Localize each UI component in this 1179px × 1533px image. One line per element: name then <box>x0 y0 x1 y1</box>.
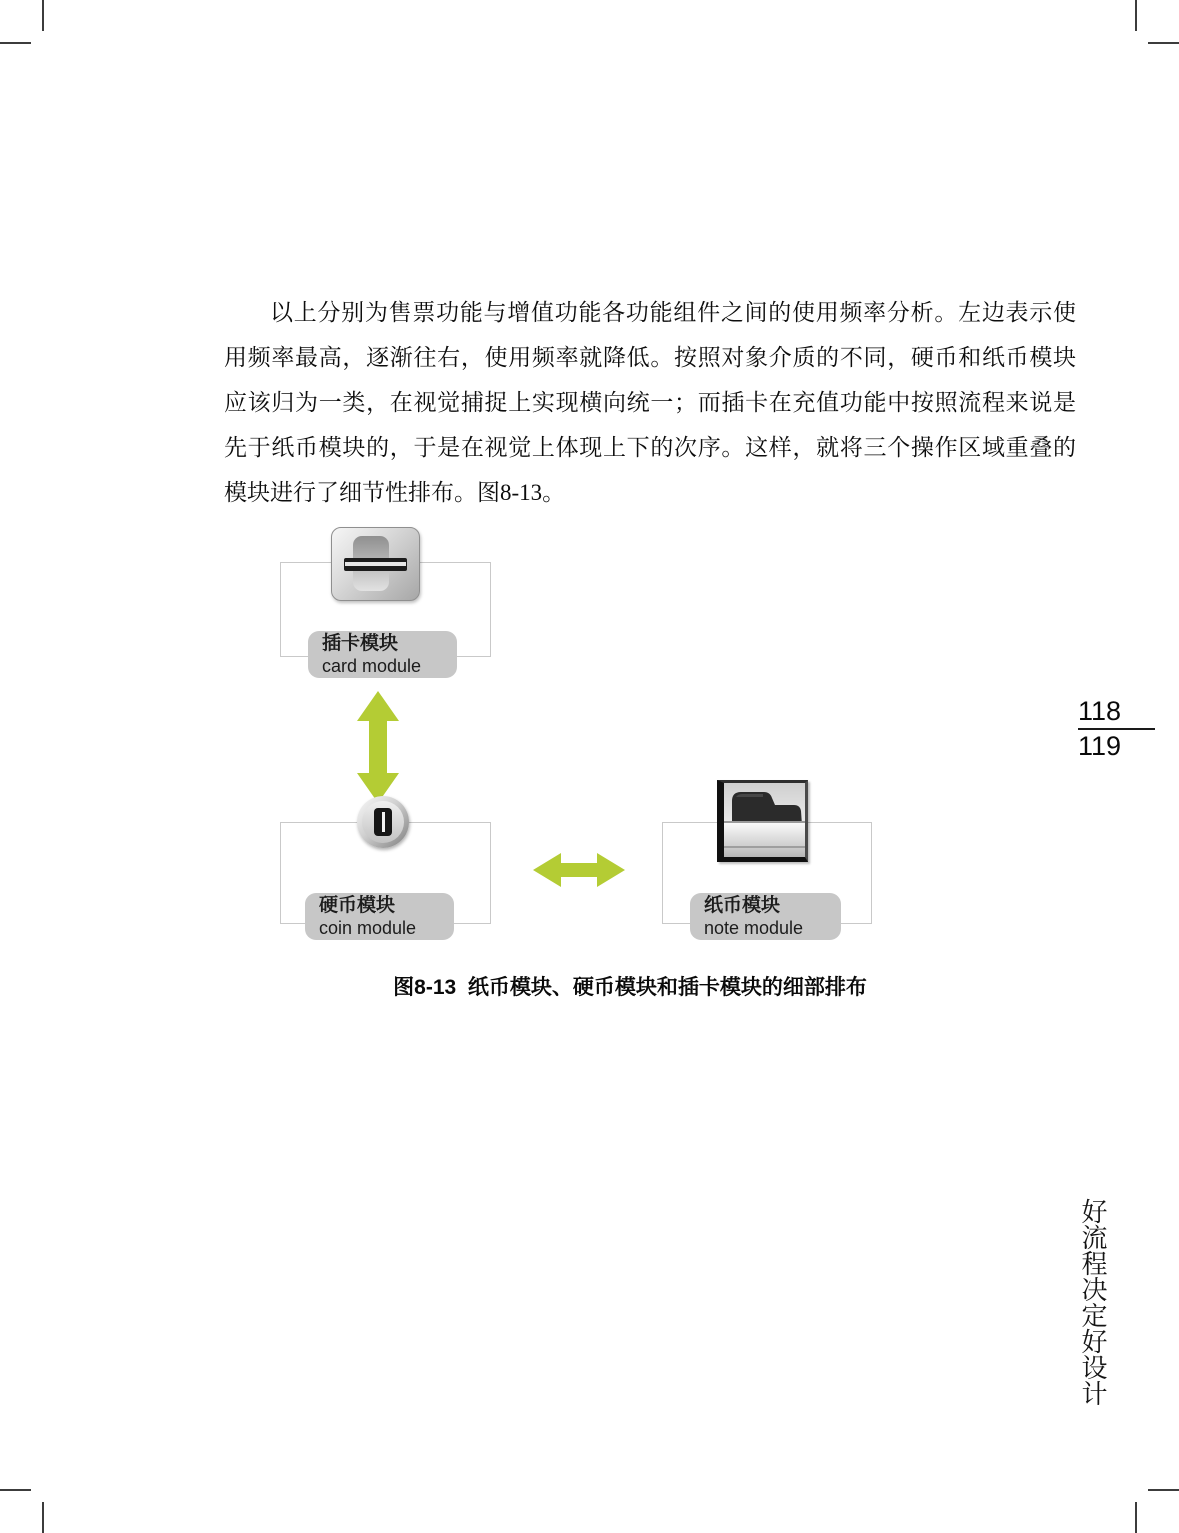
card-slot-icon <box>331 527 420 601</box>
book-title-vertical: 好流程决定好设计 <box>1078 1198 1107 1406</box>
crop-mark-top-left-vertical <box>42 0 44 31</box>
crop-mark-bottom-left-vertical <box>42 1502 44 1533</box>
page-number-bottom: 119 <box>1078 731 1122 761</box>
coin-slot <box>374 808 392 836</box>
page-number-divider <box>1078 728 1155 730</box>
vertical-double-arrow <box>354 691 402 803</box>
coin-module-label <box>305 893 454 940</box>
paragraph-line: 以上分别为售票功能与增值功能各功能组件之间的使用频率分析。左边表示使 <box>270 300 1076 325</box>
figure-caption: 图8-13 纸币模块、硬币模块和插卡模块的细部排布 <box>393 976 867 999</box>
paragraph-line: 模块进行了细节性排布。图8-13。 <box>224 480 566 505</box>
page-number-top: 118 <box>1078 696 1122 726</box>
horizontal-double-arrow <box>533 851 625 889</box>
page-number-block <box>1078 696 1155 762</box>
card-slot <box>344 558 407 571</box>
body-paragraph <box>224 290 1076 515</box>
paragraph-line: 用频率最高，逐渐往右，使用频率就降低。按照对象介质的不同，硬币和纸币模块 <box>224 345 1076 370</box>
note-feeder-icon <box>717 780 808 862</box>
crop-mark-top-left-horizontal <box>0 42 31 44</box>
card-module-label-zh: 插卡模块 <box>322 633 399 654</box>
paragraph-line: 应该归为一类，在视觉捕捉上实现横向统一；而插卡在充值功能中按照流程来说是 <box>224 390 1076 415</box>
note-module-label-zh: 纸币模块 <box>704 895 781 916</box>
card-slot-stripe <box>345 562 406 566</box>
note-icon-tray-line <box>724 846 805 848</box>
note-icon-tray-band <box>724 821 805 857</box>
crop-mark-bottom-right-vertical <box>1135 1502 1137 1533</box>
coin-slot-line <box>382 812 385 832</box>
coin-module-label-zh: 硬币模块 <box>319 895 396 916</box>
crop-mark-bottom-right-horizontal <box>1148 1489 1179 1491</box>
paragraph-line: 先于纸币模块的，于是在视觉上体现上下的次序。这样，就将三个操作区域重叠的 <box>224 435 1076 460</box>
note-module-label <box>690 893 841 940</box>
card-module-label <box>308 631 457 678</box>
coin-module-label-en: coin module <box>319 918 417 938</box>
note-module-label-en: note module <box>704 918 804 938</box>
crop-mark-top-right-vertical <box>1135 0 1137 31</box>
coin-slot-icon <box>357 796 409 848</box>
note-feeder-shape <box>724 785 805 825</box>
crop-mark-top-right-horizontal <box>1148 42 1179 44</box>
crop-mark-bottom-left-horizontal <box>0 1489 31 1491</box>
card-module-label-en: card module <box>322 656 422 676</box>
